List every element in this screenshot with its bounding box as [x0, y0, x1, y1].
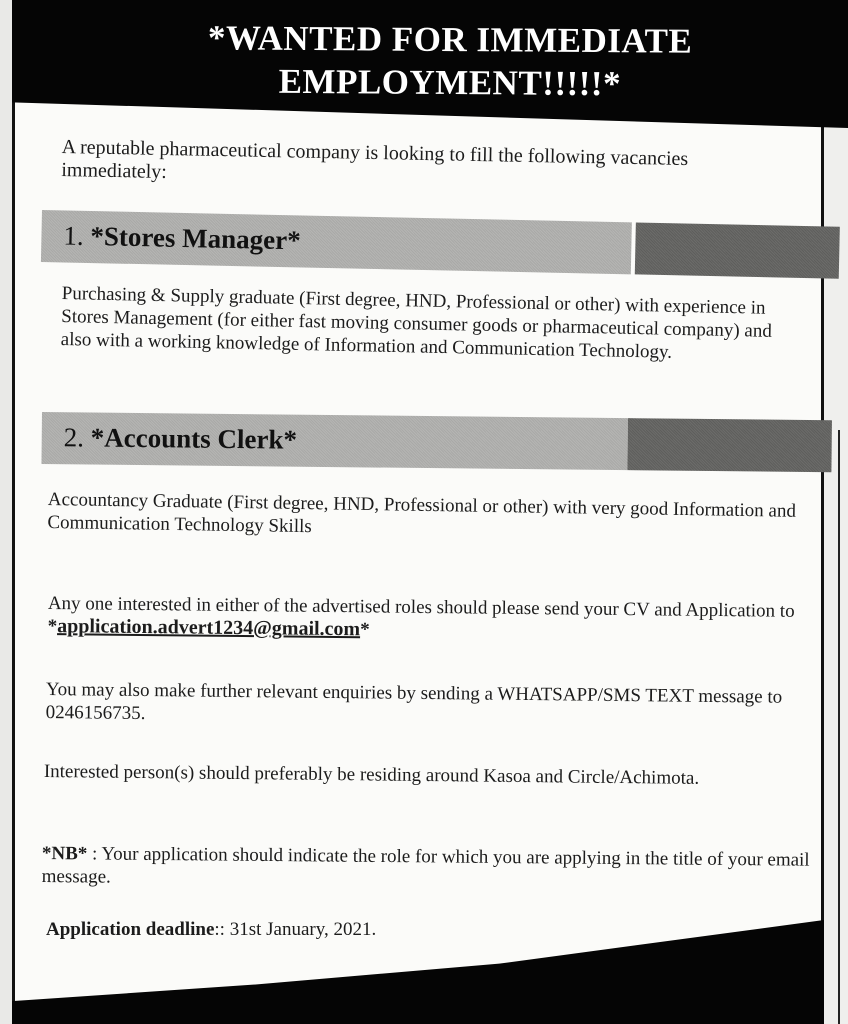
residence-text: Interested person(s) should preferably be residing around Kasoa and Circle/Achimota. [43, 760, 700, 789]
enquiry-text: You may also make further relevant enquiries by sending a WHATSAPP/SMS TEXT message to 0246156735. [45, 678, 783, 725]
deadline-separator: :: [214, 919, 225, 940]
apply-instructions [48, 592, 808, 646]
position-name: *Stores Manager* [90, 221, 301, 256]
email-link[interactable]: application.advert1234@gmail.com [57, 615, 361, 641]
heading-bar-dark [635, 222, 840, 278]
deadline-date: 31st January, 2021. [224, 919, 377, 940]
heading-bar-dark [627, 418, 832, 472]
intro-text: A reputable pharmaceutical company is looking to fill the following vacancies immediately: [61, 136, 689, 184]
nb-text: : Your application should indicate the role for which you are applying in the title of your email message. [41, 843, 810, 888]
nb-label: *NB* [41, 842, 88, 865]
position-title [63, 218, 301, 257]
application-deadline [46, 918, 746, 941]
apply-text: Any one interested in either of the advertised roles should please send your CV and Application to [47, 592, 795, 622]
email-suffix: * [360, 619, 370, 641]
position-description-stores-manager: Purchasing & Supply graduate (First degree, HND, Professional or other) with experience in Stores Management (for either fast moving consumer goods or pharmaceutical company) and also with a working knowledge of Information and Communication Technology. [60, 282, 773, 363]
position-heading-stores-manager [41, 210, 840, 279]
position-description-accounts-clerk: Accountancy Graduate (First degree, HND, Professional or other) with very good Information and Communication Technology Skills [47, 488, 797, 538]
nb-note [42, 842, 812, 895]
position-number: 1. [63, 220, 85, 251]
title-line-2: EMPLOYMENT!!!!!* [278, 61, 622, 104]
position-name: *Accounts Clerk* [90, 422, 298, 455]
position-number: 2. [63, 422, 85, 453]
title-line-1: *WANTED FOR IMMEDIATE [207, 18, 693, 61]
email-prefix: * [47, 615, 58, 638]
position-heading-accounts-clerk [41, 412, 832, 472]
position-title [64, 420, 298, 456]
deadline-label: Application deadline [46, 919, 215, 940]
